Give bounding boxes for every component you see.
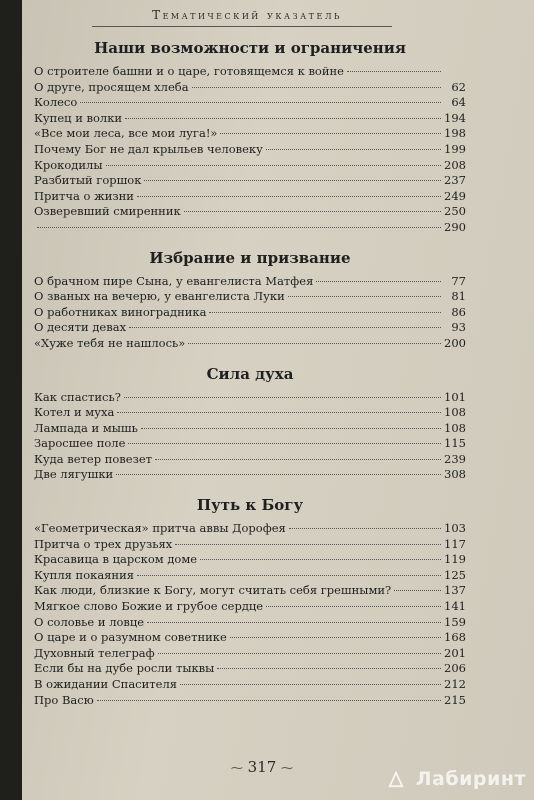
index-entry [34, 336, 466, 352]
index-entry [34, 568, 466, 584]
running-header: Тематический указатель [152, 8, 342, 22]
entry-title: Про Васю [34, 692, 94, 707]
index-entry [34, 421, 466, 437]
entry-page: 215 [444, 692, 466, 707]
index-entry [34, 142, 466, 158]
dot-leader [129, 327, 441, 328]
index-entry [34, 646, 466, 662]
index-entry [34, 405, 466, 421]
entry-title: Колесо [34, 95, 78, 110]
entry-page: 237 [444, 173, 466, 188]
index-entry [34, 95, 466, 111]
dot-leader [128, 443, 441, 444]
entry-page: 103 [444, 521, 466, 536]
index-entry [34, 552, 466, 568]
entry-page: 212 [444, 677, 466, 691]
dot-leader [184, 211, 441, 212]
index-entry [34, 661, 466, 677]
index-entry [34, 677, 466, 693]
dot-leader [266, 149, 441, 150]
index-entry [34, 537, 466, 553]
entry-page: 64 [451, 95, 466, 110]
entry-title: О строителе башни и о царе, готовящемся к войне [34, 64, 344, 78]
dot-leader [155, 459, 441, 460]
entry-page: 249 [444, 188, 466, 203]
dot-leader [137, 196, 441, 197]
index-entry [34, 452, 466, 468]
dot-leader [116, 474, 441, 475]
entry-page: 206 [444, 661, 466, 676]
dot-leader [180, 684, 441, 685]
section-title: Сила духа [206, 364, 294, 383]
dot-leader [347, 71, 441, 72]
dot-leader [188, 343, 441, 344]
index-entry [34, 693, 466, 709]
entry-title: «Геометрическая» притча аввы Дорофея [34, 521, 286, 536]
right-ornament-icon: ⁓ [281, 761, 294, 775]
dot-leader [200, 559, 441, 560]
dot-leader [106, 165, 441, 166]
entry-title: Крокодилы [34, 157, 103, 172]
entry-page: 125 [444, 567, 466, 582]
entry-title: Как люди, близкие к Богу, могут считать себя грешными? [34, 583, 392, 598]
entry-title: Купец и волки [34, 110, 123, 125]
index-entry [34, 204, 466, 220]
dot-leader [175, 544, 441, 545]
entry-page: 168 [444, 630, 466, 645]
index-section [34, 495, 466, 708]
index-entry [34, 436, 466, 452]
dot-leader [158, 653, 441, 654]
dot-leader [144, 180, 441, 181]
index-entry [34, 111, 466, 127]
entry-title: В ожидании Спасителя [34, 677, 178, 691]
dot-leader [266, 606, 441, 607]
index-entry [34, 173, 466, 189]
index-entry [34, 521, 466, 537]
index-section [34, 38, 466, 236]
entry-page: 101 [444, 389, 466, 404]
entry-page: 117 [444, 536, 466, 551]
dot-leader [220, 133, 441, 134]
watermark [387, 768, 526, 790]
left-ornament-icon: ⁓ [230, 761, 243, 775]
entry-page: 250 [444, 204, 466, 219]
entry-page: 200 [444, 335, 466, 350]
entry-title: Разбитый горшок [34, 173, 142, 188]
entry-title: О брачном пире Сына, у евангелиста Матфея [34, 273, 314, 288]
entry-title: Почему Бог не дал крыльев человеку [34, 141, 263, 156]
index-entry [34, 220, 466, 236]
index-section [34, 248, 466, 352]
index-entry [34, 158, 466, 174]
index-entry [34, 305, 466, 321]
dot-leader [97, 700, 441, 701]
entry-page: 77 [451, 273, 466, 288]
entry-title: Духовный телеграф [34, 645, 155, 660]
entry-title: Притча о жизни [34, 188, 134, 203]
dot-leader [137, 575, 441, 576]
page-footer [202, 758, 322, 776]
dot-leader [37, 227, 441, 228]
index-entry [34, 289, 466, 305]
dot-leader [141, 428, 441, 429]
entry-title: Купля покаяния [34, 567, 135, 582]
index-entry [34, 80, 466, 96]
dot-leader [289, 528, 441, 529]
entry-title: О званых на вечерю, у евангелиста Луки [34, 289, 285, 304]
entry-title: Куда ветер повезет [34, 451, 153, 466]
index-entry [34, 64, 466, 80]
section-title: Избрание и призвание [149, 248, 351, 267]
entry-page: 115 [444, 436, 466, 451]
index-entry [34, 390, 466, 406]
index-entry [34, 615, 466, 631]
entry-page: 239 [444, 451, 466, 466]
entry-page: 137 [444, 583, 466, 598]
entry-title: Заросшее поле [34, 436, 126, 451]
entry-title: Если бы на дубе росли тыквы [34, 661, 215, 676]
dot-leader [288, 296, 441, 297]
index-entry [34, 583, 466, 599]
entry-title: О соловье и ловце [34, 614, 145, 629]
entry-page: 81 [451, 289, 466, 304]
index-content [34, 38, 466, 720]
entry-page: 208 [444, 157, 466, 172]
book-page [22, 0, 534, 800]
entry-page: 194 [444, 110, 466, 125]
entry-title: О друге, просящем хлеба [34, 79, 189, 94]
dot-leader [316, 281, 441, 282]
index-entry [34, 274, 466, 290]
dot-leader [117, 412, 441, 413]
entry-title: «Хуже тебя не нашлось» [34, 335, 186, 350]
dot-leader [125, 118, 441, 119]
index-entry [34, 467, 466, 483]
entry-title: Котел и муха [34, 405, 115, 420]
dot-leader [80, 102, 441, 103]
entry-page: 141 [444, 599, 466, 614]
entry-title: Притча о трех друзьях [34, 536, 173, 551]
entry-page: 198 [444, 126, 466, 141]
entry-title: Красавица в царском доме [34, 552, 198, 567]
entry-title: Озверевший смиренник [34, 204, 181, 219]
index-entry [34, 320, 466, 336]
entry-page: 108 [444, 420, 466, 435]
header-rule [92, 26, 392, 27]
dot-leader [217, 668, 441, 669]
entry-title: «Все мои леса, все мои луга!» [34, 126, 218, 141]
index-entry [34, 126, 466, 142]
dot-leader [209, 312, 441, 313]
entry-page: 119 [444, 552, 466, 567]
entry-title: Две лягушки [34, 467, 114, 482]
entry-page: 201 [444, 645, 466, 660]
entry-page: 199 [444, 141, 466, 156]
index-entry [34, 599, 466, 615]
entry-page: 290 [444, 219, 466, 234]
dot-leader [147, 622, 441, 623]
dot-leader [230, 637, 441, 638]
section-title: Путь к Богу [196, 496, 304, 515]
labirint-logo-icon [387, 770, 405, 788]
watermark-text: Лабиринт [415, 768, 526, 790]
dot-leader [192, 87, 441, 88]
index-section [34, 364, 466, 484]
entry-title: О десяти девах [34, 320, 127, 335]
entry-title: Как спастись? [34, 389, 121, 404]
dot-leader [394, 590, 441, 591]
page-number: 317 [247, 758, 277, 776]
entry-page: 159 [444, 614, 466, 629]
entry-page: 93 [451, 320, 466, 335]
section-title: Наши возможности и ограничения [94, 39, 406, 57]
entry-page: 86 [451, 304, 466, 319]
entry-title: Мягкое слово Божие и грубое сердце [34, 599, 264, 614]
index-entry [34, 630, 466, 646]
entry-title: О работниках виноградника [34, 304, 207, 319]
entry-page: 62 [451, 79, 466, 94]
entry-page: 308 [444, 467, 466, 482]
dot-leader [124, 397, 441, 398]
entry-page: 108 [444, 405, 466, 420]
index-entry [34, 189, 466, 205]
entry-title: О царе и о разумном советнике [34, 630, 227, 645]
entry-title: Лампада и мышь [34, 420, 138, 435]
